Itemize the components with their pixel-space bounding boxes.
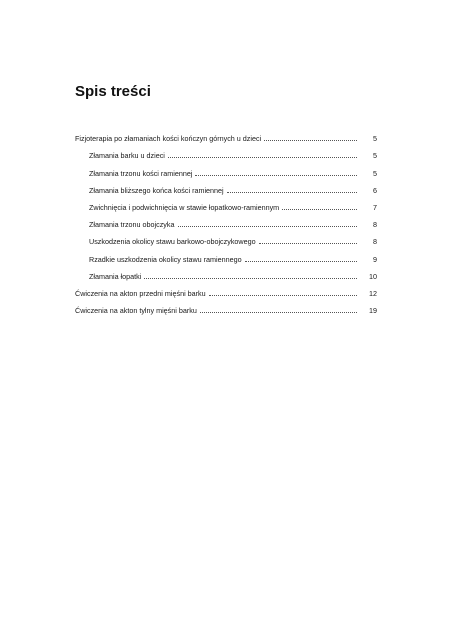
toc-page-number: 19 <box>369 306 377 316</box>
toc-page-number: 5 <box>373 168 377 178</box>
toc-entry[interactable] <box>75 195 377 212</box>
toc-entry-text: Ćwiczenia na akton tylny mięśni barku <box>75 306 200 315</box>
toc-entry-text: Fizjoterapia po złamaniach kości kończyn górnych u dzieci <box>75 134 264 143</box>
toc-entry-text: Złamania barku u dzieci <box>89 151 168 160</box>
toc-entry[interactable] <box>75 212 377 229</box>
toc-entry[interactable] <box>75 246 377 263</box>
toc-entry[interactable] <box>75 160 377 177</box>
toc-page-number: 9 <box>373 254 377 264</box>
toc-leader-dots <box>227 191 357 193</box>
toc-title: Spis treści <box>75 83 151 100</box>
toc-entry[interactable] <box>75 229 377 246</box>
toc-entry[interactable] <box>75 126 377 143</box>
toc-entry[interactable] <box>75 178 377 195</box>
toc-entry[interactable] <box>75 143 377 160</box>
toc-leader-dots <box>168 156 357 158</box>
toc-entry-text: Złamania łopatki <box>89 272 144 281</box>
toc-entry-text: Złamania trzonu kości ramiennej <box>89 169 195 178</box>
toc-page-number: 6 <box>373 185 377 195</box>
toc-leader-dots <box>144 277 357 279</box>
toc-page-number: 5 <box>373 151 377 161</box>
toc-leader-dots <box>259 242 357 244</box>
toc-list <box>75 126 377 315</box>
toc-page-number: 7 <box>373 202 377 212</box>
toc-entry-text: Ćwiczenia na akton przedni mięśni barku <box>75 289 209 298</box>
toc-page-number: 5 <box>373 134 377 144</box>
toc-leader-dots <box>209 294 357 296</box>
toc-leader-dots <box>195 174 357 176</box>
toc-page-number: 10 <box>369 271 377 281</box>
toc-page-number: 12 <box>369 288 377 298</box>
toc-leader-dots <box>282 208 357 210</box>
toc-entry[interactable] <box>75 298 377 315</box>
toc-entry-text: Zwichnięcia i podwichnięcia w stawie łopatkowo-ramiennym <box>89 203 282 212</box>
toc-leader-dots <box>245 260 357 262</box>
toc-leader-dots <box>178 225 358 227</box>
toc-page-number: 8 <box>373 237 377 247</box>
toc-entry-text: Złamania trzonu obojczyka <box>89 220 178 229</box>
toc-entry-text: Rzadkie uszkodzenia okolicy stawu ramiennego <box>89 255 245 264</box>
toc-page-number: 8 <box>373 220 377 230</box>
toc-entry[interactable] <box>75 264 377 281</box>
toc-entry[interactable] <box>75 281 377 298</box>
toc-leader-dots <box>200 311 357 313</box>
toc-leader-dots <box>264 139 357 141</box>
toc-entry-text: Uszkodzenia okolicy stawu barkowo-obojczykowego <box>89 237 259 246</box>
toc-entry-text: Złamania bliższego końca kości ramiennej <box>89 186 227 195</box>
